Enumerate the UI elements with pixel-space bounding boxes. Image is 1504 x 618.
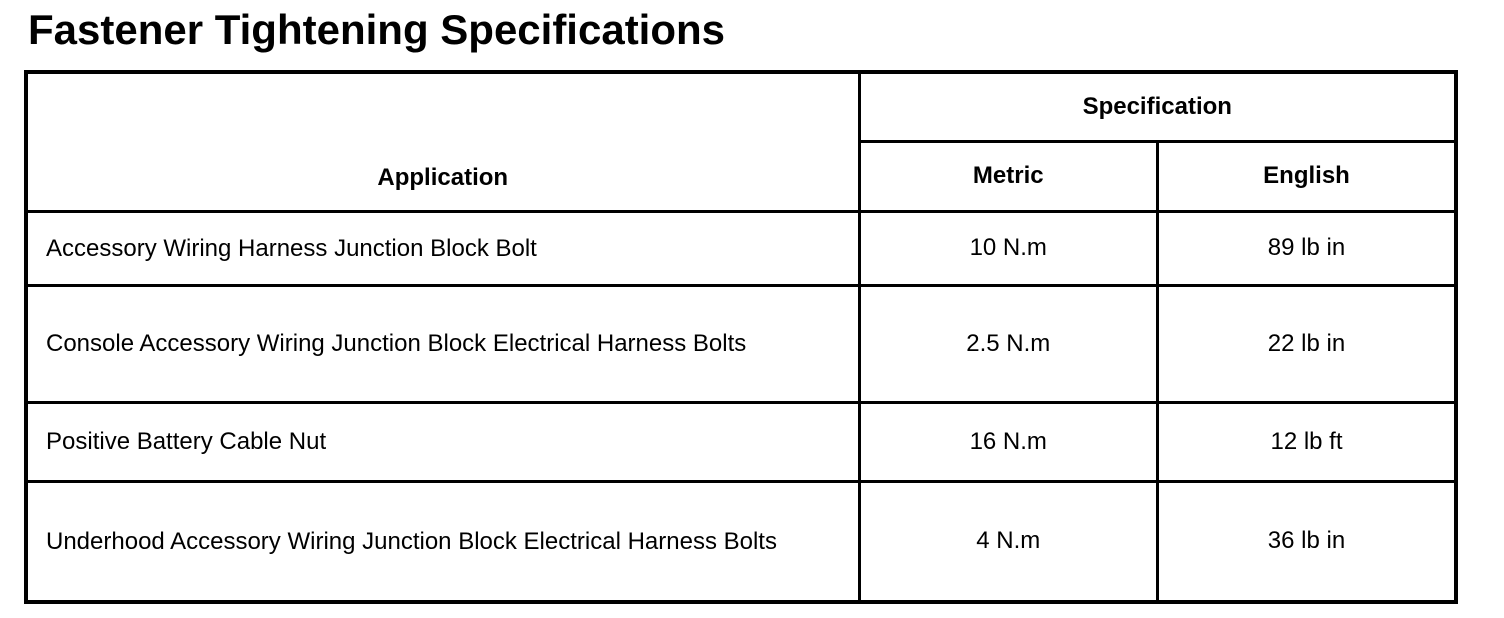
application-cell [26,402,859,481]
english-value-cell: 36 lb in [1158,481,1457,602]
header-row-specification [26,72,1456,141]
column-header-specification: Specification [859,72,1456,141]
column-header-application: Application [26,72,859,211]
fastener-spec-table [24,70,1458,604]
table-row [26,402,1456,481]
application-text: Positive Battery Cable Nut [46,428,327,455]
metric-value-cell: 10 N.m [859,211,1158,285]
application-text: Accessory Wiring Harness Junction Block Bolt [46,234,537,262]
application-text: Console Accessory Wiring Junction Block Electrical Harness Bolts [46,330,747,357]
application-text: Underhood Accessory Wiring Junction Block Electrical Harness Bolts [46,527,777,555]
application-cell [26,481,859,602]
metric-value-cell: 2.5 N.m [859,285,1158,402]
english-value-cell: 22 lb in [1158,285,1457,402]
application-cell [26,211,859,285]
application-cell [26,285,859,402]
page-title: Fastener Tightening Specifications [28,6,726,53]
metric-value-cell: 4 N.m [859,481,1158,602]
column-header-metric: Metric [859,141,1158,211]
english-value-cell: 89 lb in [1158,211,1457,285]
english-value-cell: 12 lb ft [1158,402,1457,481]
table-row [26,285,1456,402]
column-header-english: English [1158,141,1457,211]
table-row [26,211,1456,285]
table-row [26,481,1456,602]
metric-value-cell: 16 N.m [859,402,1158,481]
